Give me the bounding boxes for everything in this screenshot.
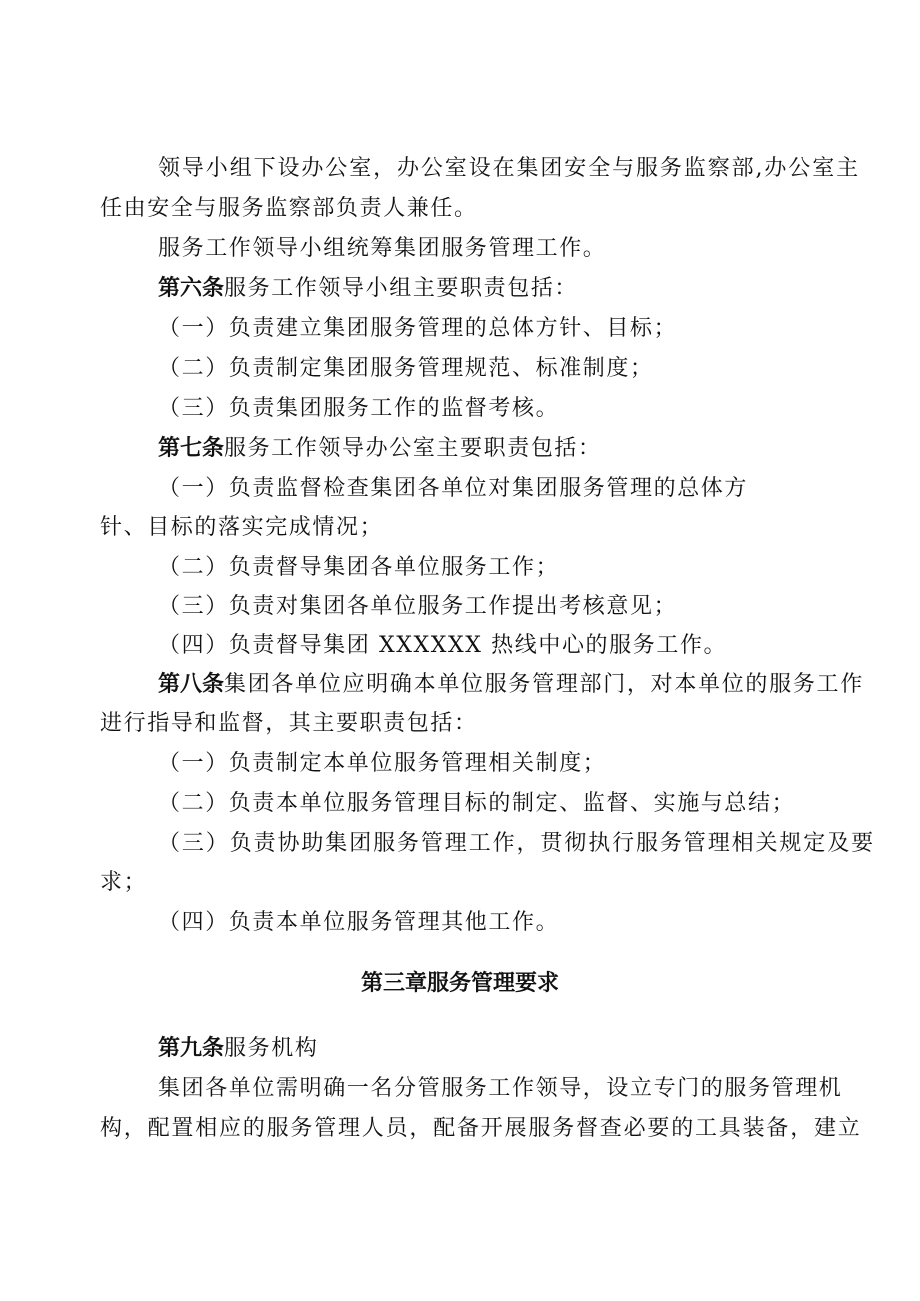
article-6-text: 服务工作领导小组主要职责包括： <box>224 276 579 301</box>
article-9-para-line-2: 构，配置相应的服务管理人员，配备开展服务督查必要的工具装备，建立 <box>100 1116 862 1141</box>
article-8-item-4: （四）负责本单位服务管理其他工作。 <box>158 910 560 935</box>
article-7-item-1-line-2: 针、目标的落实完成情况； <box>100 515 384 540</box>
article-9-para-line-1: 集团各单位需明确一名分管服务工作领导，设立专门的服务管理机 <box>158 1076 843 1101</box>
article-9 <box>158 1034 318 1064</box>
article-7 <box>158 434 602 464</box>
article-6-item-2: （二）负责制定集团服务管理规范、标准制度； <box>158 356 654 381</box>
article-9-text: 服务机构 <box>224 1036 319 1061</box>
article-7-item-1-line-1: （一）负责监督检查集团各单位对集团服务管理的总体方 <box>158 476 749 501</box>
article-6-item-3: （三）负责集团服务工作的监督考核。 <box>158 396 560 421</box>
article-7-title: 第七条 <box>158 436 225 461</box>
article-8-item-3-line-1: （三）负责协助集团服务管理工作，贯彻执行服务管理相关规定及要 <box>158 831 876 856</box>
paragraph-office-line-1: 领导小组下设办公室，办公室设在集团安全与服务监察部,办公室主 <box>158 156 860 181</box>
article-8-text-line-1: 集团各单位应明确本单位服务管理部门，对本单位的服务工作 <box>224 672 864 697</box>
article-8-title: 第八条 <box>158 672 225 697</box>
article-7-item-2: （二）负责督导集团各单位服务工作； <box>158 555 560 580</box>
chapter-3-heading: 第三章服务管理要求 <box>360 971 559 996</box>
article-6-title: 第六条 <box>158 276 225 301</box>
article-8-line-1 <box>158 670 864 700</box>
article-7-item-3: （三）负责对集团各单位服务工作提出考核意见； <box>158 594 678 619</box>
article-7-item-4: （四）负责督导集团 XXXXXX 热线中心的服务工作。 <box>158 633 728 658</box>
paragraph-leading-group: 服务工作领导小组统筹集团服务管理工作。 <box>158 236 607 261</box>
article-8-text-line-2: 进行指导和监督，其主要职责包括： <box>100 711 478 736</box>
article-9-title: 第九条 <box>158 1036 225 1061</box>
article-8-item-1: （一）负责制定本单位服务管理相关制度； <box>158 751 607 776</box>
article-6-item-1: （一）负责建立集团服务管理的总体方针、目标； <box>158 316 678 341</box>
paragraph-office-line-2: 任由安全与服务监察部负责人兼任。 <box>100 196 478 221</box>
article-6 <box>158 274 578 304</box>
article-8-item-2: （二）负责本单位服务管理目标的制定、监督、实施与总结； <box>158 791 796 816</box>
article-7-text: 服务工作领导办公室主要职责包括： <box>224 436 602 461</box>
article-8-item-3-line-2: 求； <box>100 870 148 895</box>
